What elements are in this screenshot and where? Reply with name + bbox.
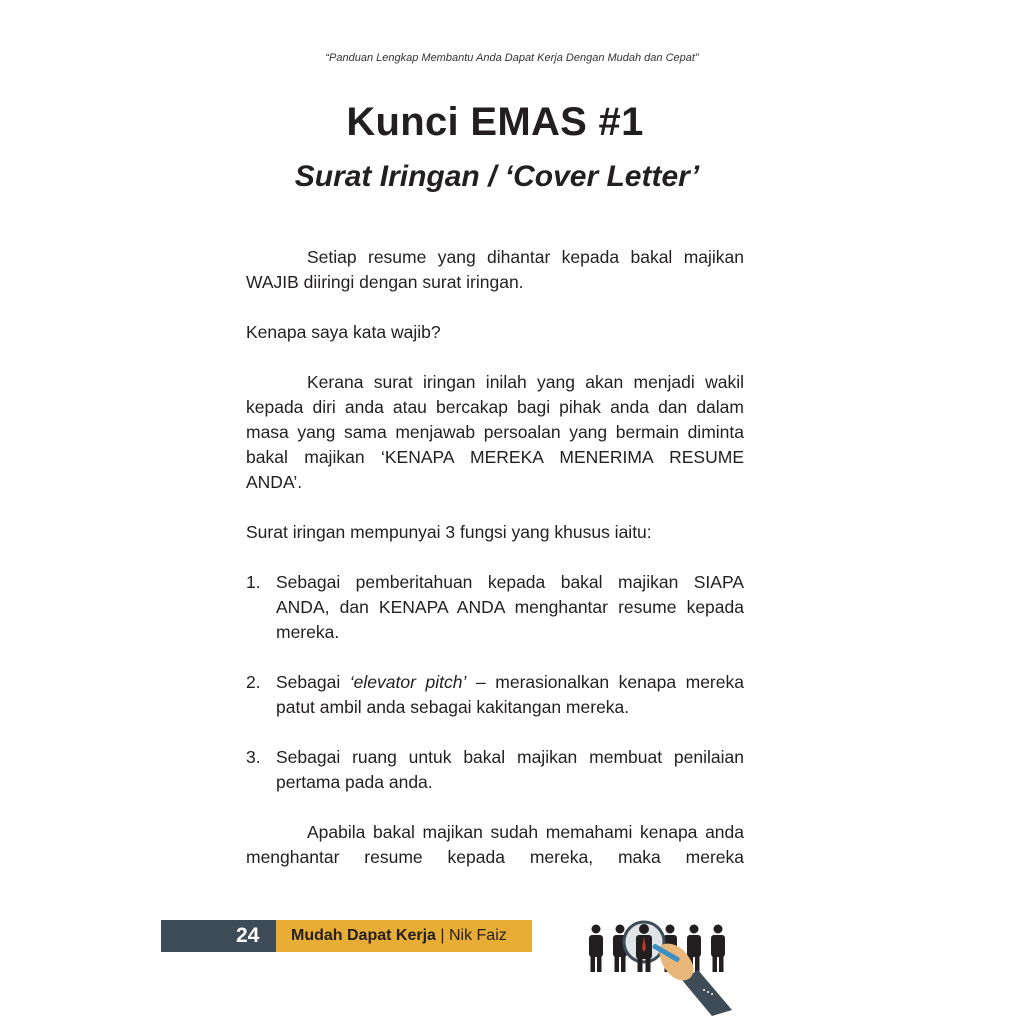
function-list	[246, 570, 744, 795]
list-text-suffix: – merasionalkan kenapa mereka patut ambil anda sebagai kakitangan mereka.	[276, 672, 744, 717]
book-title: Mudah Dapat Kerja	[291, 927, 436, 944]
list-text: Sebagai pemberitahuan kepada bakal majikan SIAPA ANDA, dan KENAPA ANDA menghantar resume kepada mereka.	[276, 572, 744, 642]
author-name: Nik Faiz	[448, 927, 507, 944]
paragraph-1: Setiap resume yang dihantar kepada bakal majikan WAJIB diiringi dengan surat iringan.	[246, 247, 744, 292]
body-text	[246, 245, 744, 870]
list-text: Sebagai ruang untuk bakal majikan membuat penilaian pertama pada anda.	[276, 747, 744, 792]
footer-book-info	[291, 920, 507, 952]
list-item	[246, 670, 744, 720]
list-number: 3.	[246, 747, 261, 767]
person-icon	[589, 925, 603, 973]
elevator-pitch-term: ‘elevator pitch’	[349, 672, 467, 692]
list-item	[246, 570, 744, 645]
paragraph-4: Surat iringan mempunyai 3 fungsi yang khusus iaitu:	[246, 522, 652, 542]
list-text	[276, 670, 744, 720]
chapter-title: Kunci EMAS #1	[346, 100, 644, 144]
chapter-subtitle: Surat Iringan / ‘Cover Letter’	[294, 160, 700, 193]
running-header-quote: “Panduan Lengkap Membantu Anda Dapat Kerja Dengan Mudah dan Cepat”	[325, 52, 699, 64]
list-item	[246, 745, 744, 795]
page-number: 24	[236, 924, 260, 947]
footer-separator: |	[435, 927, 449, 944]
list-text-prefix: Sebagai	[276, 672, 350, 692]
list-number: 1.	[246, 572, 261, 592]
paragraph-3: Kerana surat iringan inilah yang akan menjadi wakil kepada diri anda atau bercakap bagi pihak anda dan dalam masa yang sama menjawab persoalan yang bermain diminta bakal majikan ‘KENAPA MEREKA MENERIMA RESUME ANDA’.	[246, 372, 744, 492]
paragraph-5: Apabila bakal majikan sudah memahami kenapa anda menghantar resume kepada mereka, maka mereka	[246, 822, 744, 867]
person-icon	[711, 925, 725, 973]
list-number: 2.	[246, 672, 261, 692]
paragraph-2: Kenapa saya kata wajib?	[246, 322, 441, 342]
magnifier-over-job-candidates-icon	[582, 912, 742, 1016]
